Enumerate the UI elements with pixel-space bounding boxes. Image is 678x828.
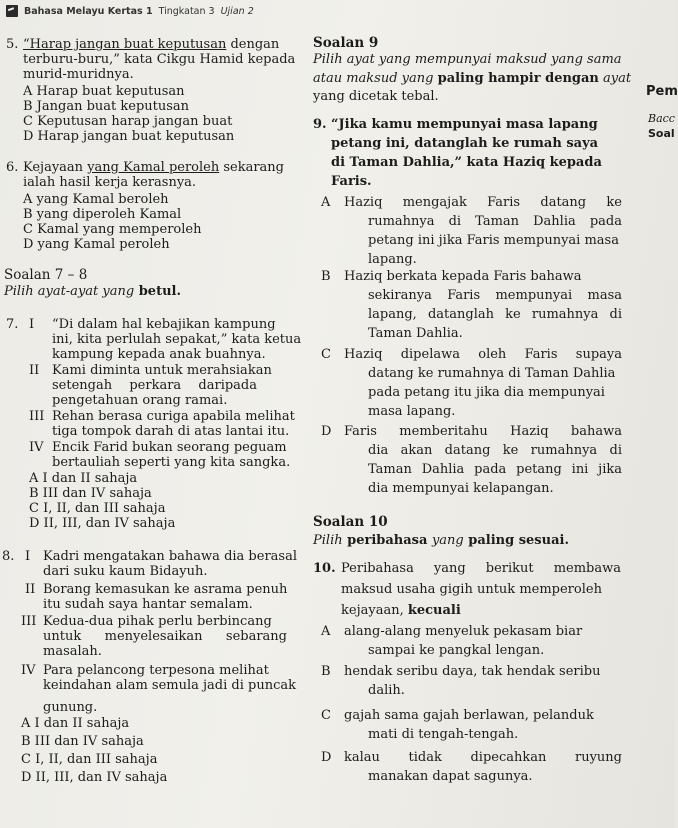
q10-option-a-letter[interactable]: A: [321, 624, 331, 639]
q10-option-a-line2[interactable]: sampai ke pangkal lengan.: [368, 643, 545, 658]
q9-option-a-letter[interactable]: A: [321, 195, 331, 210]
q10-option-a-line1[interactable]: alang-alang menyeluk pekasam biar: [344, 624, 583, 639]
q10-option-c-line1[interactable]: gajah sama gajah berlawan, pelanduk: [344, 708, 594, 723]
page-header: [6, 3, 254, 19]
q9-option-a-line3[interactable]: petang ini jika Faris mempunyai masa: [368, 233, 619, 248]
q6-number: 6.: [6, 160, 19, 175]
next-page-fragment-1: Pem: [646, 84, 678, 99]
q7-item4-line2: bertauliah seperti yang kita sangka.: [52, 455, 291, 470]
q7-item1-line1: “Di dalam hal kebajikan kampung: [52, 317, 276, 332]
q9-option-d-letter[interactable]: D: [321, 424, 332, 439]
soalan9-title: Soalan 9: [313, 35, 379, 51]
q8-item1-line2: dari suku kaum Bidayuh.: [43, 564, 208, 579]
q8-item4-line3: gunung.: [43, 700, 98, 715]
q9-option-d-line2[interactable]: dia akan datang ke rumahnya di: [368, 443, 622, 458]
q8-roman-3: III: [21, 614, 37, 629]
q8-option-c[interactable]: C I, II, dan III sahaja: [21, 752, 158, 767]
q6-option-b[interactable]: B yang diperoleh Kamal: [23, 207, 182, 222]
q10-option-c-letter[interactable]: C: [321, 708, 331, 723]
q7-option-c[interactable]: C I, II, dan III sahaja: [29, 501, 166, 516]
soalan9-instruction-line2: atau maksud yang paling hampir dengan ayat: [313, 71, 632, 86]
q6-option-d[interactable]: D yang Kamal peroleh: [23, 237, 170, 252]
q7-item1-line3: kampung kepada anak buahnya.: [52, 347, 266, 362]
q9-option-a-line4[interactable]: lapang.: [368, 252, 417, 267]
q8-item3-line3: masalah.: [43, 644, 102, 659]
q7-item4-line1: Encik Farid bukan seorang peguam: [52, 440, 287, 455]
q9-stem-line2: petang ini, datanglah ke rumah saya: [331, 136, 599, 151]
q9-stem-line1: “Jika kamu mempunyai masa lapang: [331, 117, 598, 132]
q7-item3-line2: tiga tompok darah di atas lantai itu.: [52, 424, 290, 439]
next-page-fragment-3: Soal: [648, 127, 675, 140]
q9-option-d-line1[interactable]: Faris memberitahu Haziq bahawa: [344, 424, 622, 439]
q9-option-c-line1[interactable]: Haziq dipelawa oleh Faris supaya: [344, 347, 622, 362]
q8-item1-line1: Kadri mengatakan bahawa dia berasal: [43, 549, 297, 564]
q10-kecuali-keyword: kecuali: [407, 603, 461, 618]
q10-option-d-line2[interactable]: manakan dapat sagunya.: [368, 769, 533, 784]
q9-option-b-line1[interactable]: Haziq berkata kepada Faris bahawa: [344, 269, 582, 284]
q5-option-c[interactable]: C Keputusan harap jangan buat: [23, 114, 233, 129]
q9-option-b-line4[interactable]: Taman Dahlia.: [368, 326, 463, 341]
q8-number: 8.: [2, 549, 15, 564]
q10-stem-line3: kejayaan, kecuali: [341, 603, 461, 618]
q7-option-b[interactable]: B III dan IV sahaja: [29, 486, 152, 501]
soalan9-instruction-line3: yang dicetak tebal.: [313, 89, 439, 104]
q9-option-d-line4[interactable]: dia mempunyai kelapangan.: [368, 481, 554, 496]
q8-roman-1: I: [25, 549, 31, 564]
next-page-fragment-2: Bacc: [648, 112, 675, 125]
q10-option-b-letter[interactable]: B: [321, 664, 331, 679]
q8-option-b[interactable]: B III dan IV sahaja: [21, 734, 144, 749]
q7-option-a[interactable]: A I dan II sahaja: [29, 471, 138, 486]
q6-stem-line1: Kejayaan yang Kamal peroleh sekarang: [23, 160, 285, 175]
q5-stem-line1: “Harap jangan buat keputusan dengan: [23, 37, 280, 52]
q6-stem-line2: ialah hasil kerja kerasnya.: [23, 175, 197, 190]
q8-item4-line2: keindahan alam semula jadi di puncak: [43, 678, 297, 693]
q8-roman-2: II: [25, 582, 36, 597]
q9-number: 9.: [313, 117, 327, 132]
q10-option-b-line2[interactable]: dalih.: [368, 683, 405, 698]
soalan9-instruction-line1: Pilih ayat yang mempunyai maksud yang sama: [313, 52, 622, 67]
q5-stem-line3: murid-muridnya.: [23, 67, 134, 82]
q5-option-d[interactable]: D Harap jangan buat keputusan: [23, 129, 235, 144]
q7-roman-2: II: [29, 363, 40, 378]
q5-underlined-phrase: “Harap jangan buat keputusan: [23, 37, 227, 52]
q9-option-d-line3[interactable]: Taman Dahlia pada petang ini jika: [368, 462, 622, 477]
q7-item1-line2: ini, kita perlulah sepakat,” kata ketua: [52, 332, 302, 347]
q10-option-d-line1[interactable]: kalau tidak dipecahkan ruyung: [344, 750, 622, 765]
q7-item2-line1: Kami diminta untuk merahsiakan: [52, 363, 272, 378]
q9-option-c-letter[interactable]: C: [321, 347, 331, 362]
q10-option-d-letter[interactable]: D: [321, 750, 332, 765]
q7-roman-3: III: [29, 409, 45, 424]
q9-option-b-line3[interactable]: lapang, datanglah ke rumahnya di: [368, 307, 622, 322]
q10-option-c-line2[interactable]: mati di tengah-tengah.: [368, 727, 519, 742]
q9-option-c-line4[interactable]: masa lapang.: [368, 404, 456, 419]
q9-option-b-letter[interactable]: B: [321, 269, 331, 284]
q8-item3-line2: untuk menyelesaikan sebarang: [43, 629, 287, 644]
q7-option-d[interactable]: D II, III, dan IV sahaja: [29, 516, 176, 531]
section-7-8-title: Soalan 7 – 8: [4, 267, 88, 283]
q6-underlined-phrase: yang Kamal peroleh: [87, 160, 220, 175]
q10-number: 10.: [313, 561, 336, 576]
q7-item2-line3: pengetahuan orang ramai.: [52, 393, 228, 408]
header-grade: Tingkatan 3: [158, 5, 215, 17]
q6-option-c[interactable]: C Kamal yang memperoleh: [23, 222, 202, 237]
q10-stem-line2: maksud usaha gigih untuk memperoleh: [341, 582, 602, 597]
q8-item4-line1: Para pelancong terpesona melihat: [43, 663, 269, 678]
q5-number: 5.: [6, 37, 19, 52]
q8-item2-line1: Borang kemasukan ke asrama penuh: [43, 582, 288, 597]
q8-option-d[interactable]: D II, III, dan IV sahaja: [21, 770, 168, 785]
q9-stem-line4: Faris.: [331, 174, 372, 189]
q8-roman-4: IV: [21, 663, 36, 678]
q8-option-a[interactable]: A I dan II sahaja: [21, 716, 130, 731]
q5-option-a[interactable]: A Harap buat keputusan: [23, 84, 185, 99]
header-series: Bahasa Melayu Kertas 1: [24, 5, 153, 17]
q7-number: 7.: [6, 317, 19, 332]
soalan10-title: Soalan 10: [313, 514, 388, 530]
publisher-logo-icon: [6, 5, 18, 17]
soalan10-instruction: Pilih peribahasa yang paling sesuai.: [313, 533, 569, 548]
q7-roman-1: I: [29, 317, 35, 332]
q7-item2-line2: setengah perkara daripada: [52, 378, 257, 393]
section-7-8-instruction: Pilih ayat-ayat yang betul.: [4, 284, 181, 299]
q6-option-a[interactable]: A yang Kamal beroleh: [23, 192, 169, 207]
header-tag: Ujian 2: [220, 5, 254, 17]
q9-option-c-line3[interactable]: pada petang itu jika dia mempunyai: [368, 385, 605, 400]
q9-option-c-line2[interactable]: datang ke rumahnya di Taman Dahlia: [368, 366, 616, 381]
q7-roman-4: IV: [29, 440, 44, 455]
q10-option-b-line1[interactable]: hendak seribu daya, tak hendak seribu: [344, 664, 601, 679]
q9-option-a-line1[interactable]: Haziq mengajak Faris datang ke: [344, 195, 622, 210]
q7-item3-line1: Rehan berasa curiga apabila melihat: [52, 409, 295, 424]
q5-stem-line2: terburu-buru,” kata Cikgu Hamid kepada: [23, 52, 296, 67]
q8-item3-line1: Kedua-dua pihak perlu berbincang: [43, 614, 272, 629]
q9-stem-line3: di Taman Dahlia,” kata Haziq kepada: [331, 155, 602, 170]
q9-option-a-line2[interactable]: rumahnya di Taman Dahlia pada: [368, 214, 622, 229]
q8-item2-line2: itu sudah saya hantar semalam.: [43, 597, 253, 612]
q9-option-b-line2[interactable]: sekiranya Faris mempunyai masa: [368, 288, 622, 303]
q5-option-b[interactable]: B Jangan buat keputusan: [23, 99, 190, 114]
q10-stem-line1: Peribahasa yang berikut membawa: [341, 561, 621, 576]
